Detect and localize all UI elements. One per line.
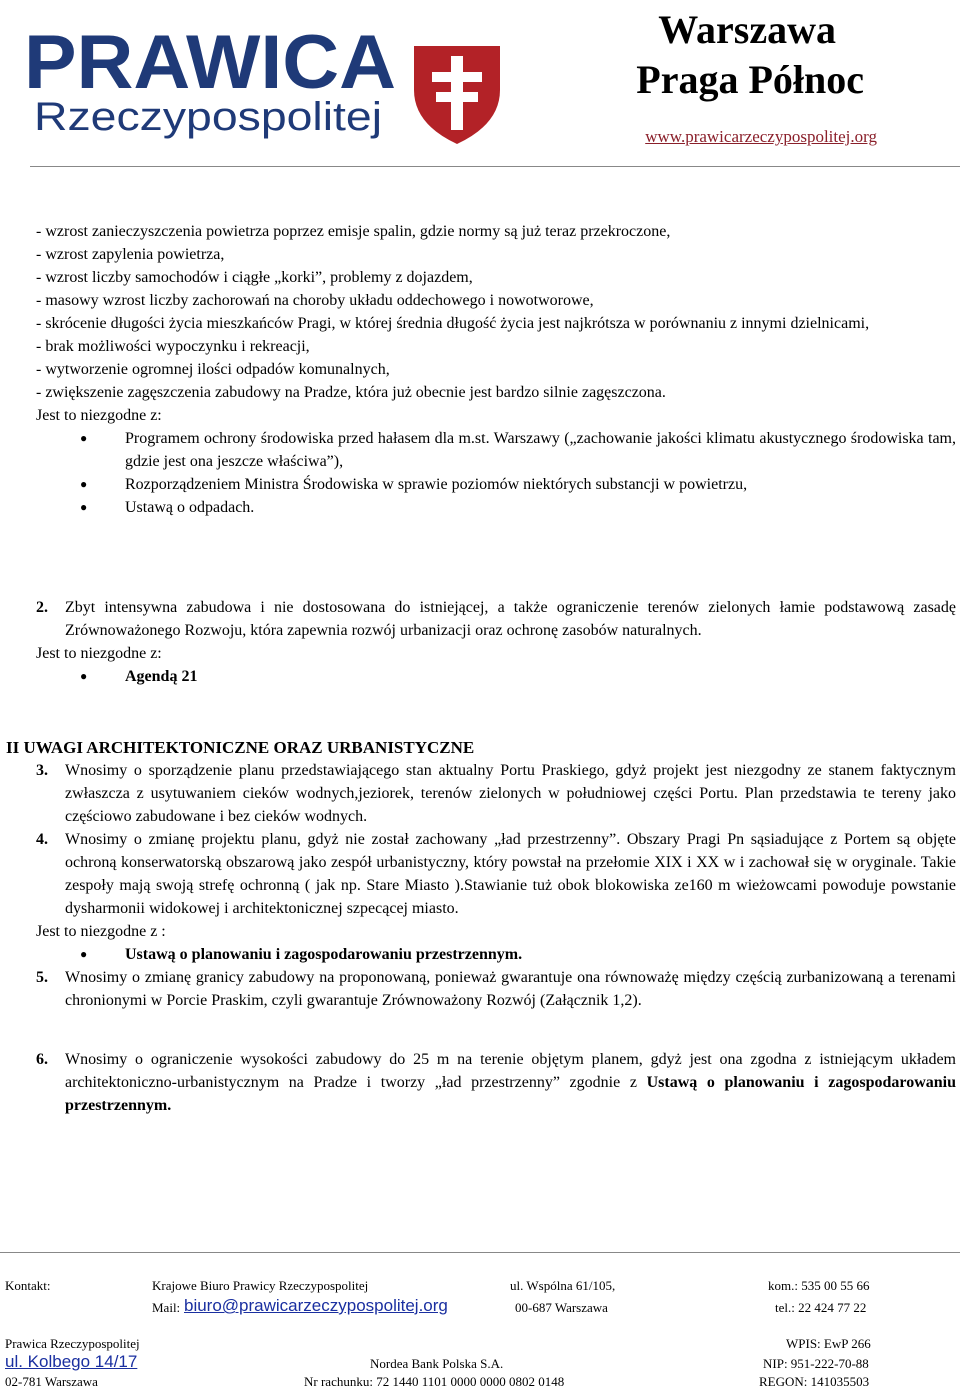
niezgodne-label: Jest to niezgodne z : [36, 923, 166, 940]
item-number: 4. [36, 831, 48, 848]
footer [0, 1270, 960, 1388]
footer-regon: REGON: 141035503 [759, 1374, 870, 1389]
list-item: - brak możliwości wypoczynku i rekreacji, [36, 338, 310, 355]
section-heading: II UWAGI ARCHITEKTONICZNE ORAZ URBANISTYCZNE [6, 738, 475, 757]
website-link[interactable]: www.prawicarzeczypospolitej.org [645, 127, 877, 146]
logo-line1: PRAWICA [24, 20, 396, 105]
item-number: 2. [36, 599, 48, 616]
prawica-logo [22, 8, 522, 158]
footer-bank: Nordea Bank Polska S.A. [370, 1356, 504, 1371]
section-item-2 [36, 596, 956, 688]
header-divider [30, 166, 960, 167]
footer-postcode: 00-687 Warszawa [515, 1300, 608, 1315]
niezgodne-label: Jest to niezgodne z: [36, 645, 162, 662]
footer-city: 02-781 Warszawa [5, 1374, 98, 1389]
niezgodne-label: Jest to niezgodne z: [36, 407, 162, 424]
logo-line2: Rzeczypospolitej [34, 95, 382, 139]
list-item: - zwiększenie zagęszczenia zabudowy na Pradze, która już obecnie jest bardzo silnie zagęszczona. [36, 384, 666, 401]
footer-biuro: Krajowe Biuro Prawicy Rzeczypospolitej [152, 1278, 369, 1293]
document-body [36, 220, 956, 519]
item-text: Wnosimy o sporządzenie planu przedstawiającego stan aktualny Portu Praskiego, gdyż projekt jest niezgodny ze stanem faktycznym zwłaszcza z usytuwaniem cieków wodnych,jeziorek, terenów zielonych w południowej części Portu. Plan przedstawia te tereny jako częściowo zabudowane i bez cieków wodnych. [65, 762, 956, 825]
list-item: - wzrost zapylenia powietrza, [36, 246, 225, 263]
footer-tel: tel.: 22 424 77 22 [775, 1300, 867, 1315]
list-item: - wzrost zanieczyszczenia powietrza poprzez emisje spalin, gdzie normy są już teraz przekroczone, [36, 223, 671, 240]
bullet-item: ● Agendą 21 [36, 665, 956, 688]
bullet-item: ● Programem ochrony środowiska przed hałasem dla m.st. Warszawy („zachowanie jakości klimatu akustycznego środowiska tam, gdzie jest ona jeszcze właściwa”), [36, 427, 956, 473]
header-district: Praga Północ [636, 57, 864, 102]
item-number: 5. [36, 969, 48, 986]
list-item: - wytworzenie ogromnej ilości odpadów komunalnych, [36, 361, 390, 378]
item-text: Wnosimy o ograniczenie wysokości zabudowy do 25 m na terenie objętym planem, gdyż jest ona zgodna z istniejącym układem architektoniczno-urbanistycznym na Pradze i tworzy „ład przestrzenny” zgodnie z Ustawą o planowaniu i zagospodarowaniu przestrzennym. [65, 1051, 956, 1114]
list-item: - wzrost liczby samochodów i ciągłe „korki”, problemy z dojazdem, [36, 269, 473, 286]
item-text: Zbyt intensywna zabudowa i nie dostosowana do istniejącej, a także ograniczenie terenów zielonych łamie podstawową zasadę Zrównoważonego Rozwoju, która zapewnia rozwój urbanizacji oraz ochronę zasobów naturalnych. [65, 599, 956, 639]
bullet-item: ● Ustawą o odpadach. [36, 496, 956, 519]
bullet-list [36, 427, 956, 519]
footer-wpis: WPIS: EwP 266 [786, 1336, 871, 1351]
item-number: 3. [36, 762, 48, 779]
footer-kontakt: Kontakt: [5, 1278, 51, 1293]
list-item: - masowy wzrost liczby zachorowań na choroby układu oddechowego i nowotworowe, [36, 292, 594, 309]
footer-kom: kom.: 535 00 55 66 [768, 1278, 870, 1293]
footer-address: ul. Wspólna 61/105, [510, 1278, 616, 1293]
footer-divider [0, 1252, 960, 1253]
header-city: Warszawa [658, 7, 836, 52]
footer-account: Nr rachunku: 72 1440 1101 0000 0000 0802 0148 [304, 1374, 565, 1389]
footer-mail-link[interactable]: biuro@prawicarzeczypospolitej.org [184, 1296, 448, 1315]
footer-org: Prawica Rzeczypospolitej [5, 1336, 140, 1351]
bullet-item: ● Rozporządzeniem Ministra Środowiska w sprawie poziomów niektórych substancji w powietrzu, [36, 473, 956, 496]
footer-street-link[interactable]: ul. Kolbego 14/17 [5, 1352, 138, 1371]
bullet-item: ● Ustawą o planowaniu i zagospodarowaniu przestrzennym. [36, 943, 956, 966]
item-text: Wnosimy o zmianę granicy zabudowy na proponowaną, ponieważ gwarantuje ona równoważę między częścią zurbanizowaną a terenami chronionymi w Porcie Praskim, czyli gwarantuje Zrównoważony Rozwój (Załącznik 1,2). [65, 969, 956, 1009]
footer-nip: NIP: 951-222-70-88 [763, 1356, 869, 1371]
section-items-3-6 [36, 759, 956, 1117]
item-number: 6. [36, 1051, 48, 1068]
footer-mail-label: Mail: [152, 1300, 181, 1315]
item-text: Wnosimy o zmianę projektu planu, gdyż nie został zachowany „ład przestrzenny”. Obszary Pragi Pn sąsiadujące z Portem są objęte ochroną konserwatorską obszarową jako zespół urbanistyczny, który powstał na przełomie XIX i XX w i zachował się w oryginale. Takie zespoły mają swoją strefę ochronną ( jak np. Stare Miasto ).Stawianie tuż obok blokowiska ze160 m wieżowcami powoduje powstanie dysharmonii widokowej i architektonicznej szpecącej miasto. [65, 831, 956, 917]
shield-icon [414, 46, 500, 144]
list-item: - skrócenie długości życia mieszkańców Pragi, w której średnia długość życia jest najkrótsza w porównaniu z innymi dzielnicami, [36, 315, 870, 332]
